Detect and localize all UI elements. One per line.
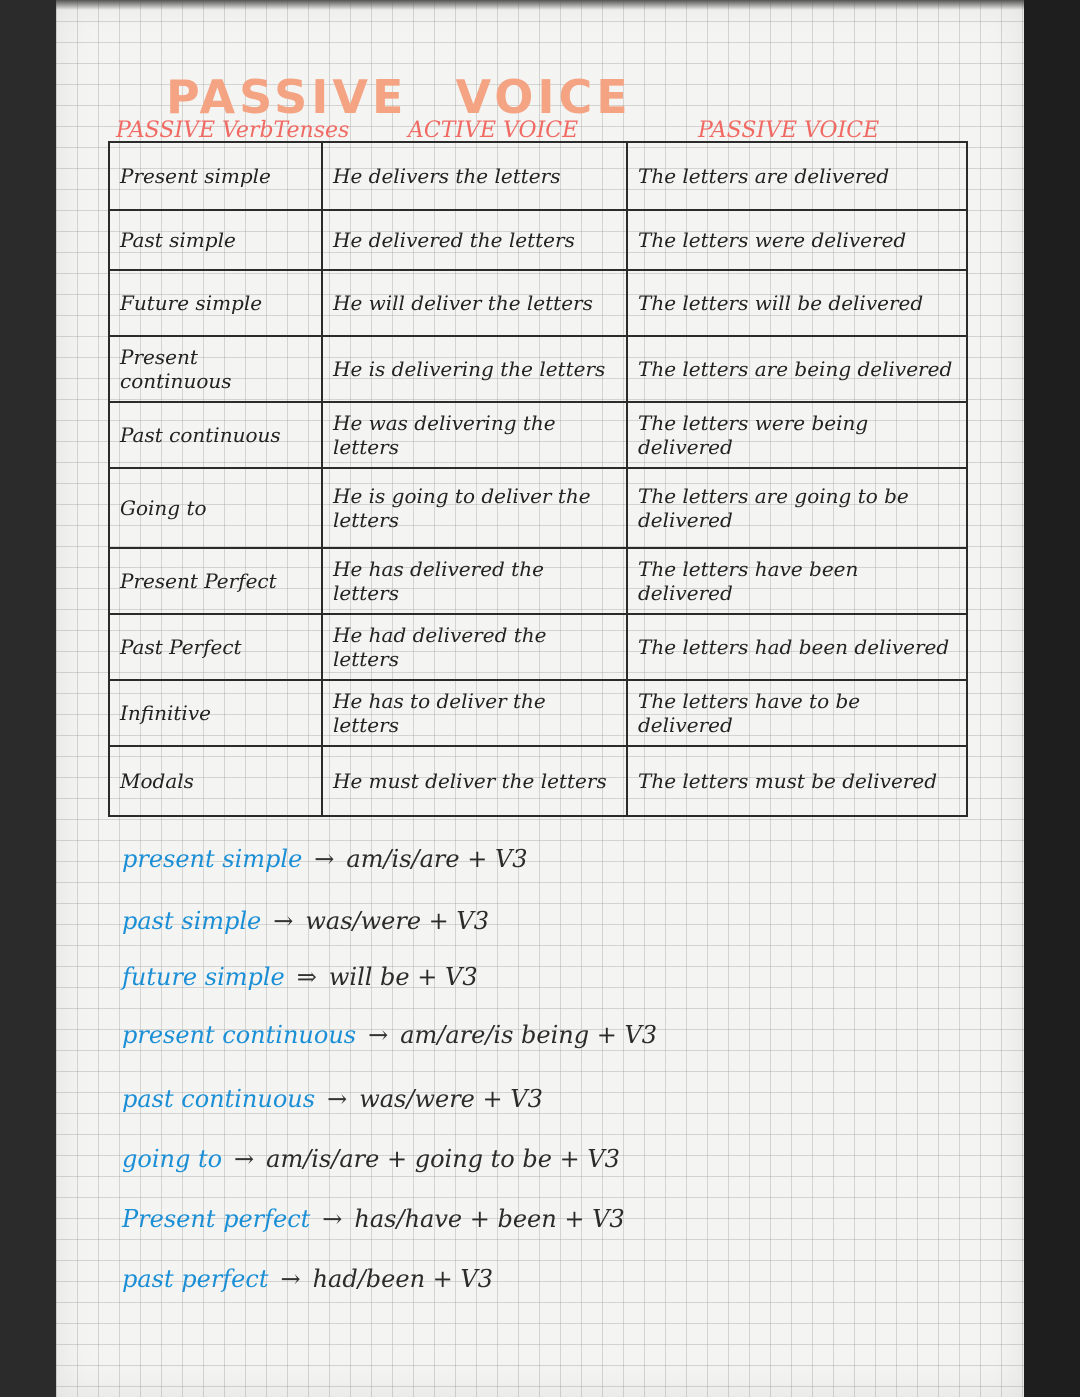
cell-active: He will deliver the letters <box>322 270 627 336</box>
table-row <box>109 336 967 402</box>
rule-arrow-icon: → <box>280 1265 301 1293</box>
header-passive-voice: PASSIVE VOICE <box>698 118 880 143</box>
rule-tense-name: going to <box>122 1145 223 1173</box>
rule-tense-name: past continuous <box>122 1085 316 1113</box>
title-word-passive: PASSIVE <box>166 70 408 124</box>
table-row <box>109 210 967 270</box>
cell-tense: Modals <box>109 746 322 816</box>
cell-tense: Present simple <box>109 142 322 210</box>
rule-line <box>122 1085 543 1113</box>
rule-formula: am/are/is being + V3 <box>400 1021 658 1049</box>
rule-arrow-icon: → <box>314 845 335 873</box>
table-row <box>109 548 967 614</box>
cell-active: He must deliver the letters <box>322 746 627 816</box>
rule-tense-name: past simple <box>122 907 262 935</box>
rule-arrow-icon: ⇒ <box>296 963 317 991</box>
title-word-voice: VOICE <box>455 70 632 124</box>
table-row <box>109 746 967 816</box>
rule-line <box>122 1021 657 1049</box>
header-tenses: PASSIVE VerbTenses <box>116 118 350 143</box>
cell-active: He has delivered the letters <box>322 548 627 614</box>
rule-line <box>122 845 528 873</box>
cell-tense: Past Perfect <box>109 614 322 680</box>
cell-active: He delivers the letters <box>322 142 627 210</box>
rule-formula: has/have + been + V3 <box>354 1205 625 1233</box>
cell-tense: Future simple <box>109 270 322 336</box>
cell-active: He is delivering the letters <box>322 336 627 402</box>
cell-passive: The letters had been delivered <box>627 614 967 680</box>
rule-line <box>122 1145 620 1173</box>
rule-tense-name: future simple <box>122 963 285 991</box>
cell-active: He delivered the letters <box>322 210 627 270</box>
table-row <box>109 142 967 210</box>
cell-passive: The letters will be delivered <box>627 270 967 336</box>
rule-arrow-icon: → <box>327 1085 348 1113</box>
rule-tense-name: Present perfect <box>122 1205 311 1233</box>
table-row <box>109 468 967 548</box>
table-row <box>109 270 967 336</box>
rule-tense-name: present simple <box>122 845 303 873</box>
page-title <box>166 70 632 124</box>
cell-passive: The letters must be delivered <box>627 746 967 816</box>
rule-arrow-icon: → <box>322 1205 343 1233</box>
rule-line <box>122 907 489 935</box>
table-row <box>109 680 967 746</box>
rule-formula: was/were + V3 <box>305 907 490 935</box>
rule-formula: am/is/are + going to be + V3 <box>266 1145 620 1173</box>
cell-active: He has to deliver the letters <box>322 680 627 746</box>
rule-line <box>122 1205 625 1233</box>
cell-active: He had delivered the letters <box>322 614 627 680</box>
rule-tense-name: past perfect <box>122 1265 269 1293</box>
rule-arrow-icon: → <box>273 907 294 935</box>
header-active-voice: ACTIVE VOICE <box>408 118 579 143</box>
rule-arrow-icon: → <box>368 1021 389 1049</box>
rule-formula: will be + V3 <box>328 963 478 991</box>
cell-tense: Present continuous <box>109 336 322 402</box>
cell-active: He was delivering the letters <box>322 402 627 468</box>
cell-passive: The letters are going to be delivered <box>627 468 967 548</box>
cell-tense: Going to <box>109 468 322 548</box>
page-top-shadow <box>56 0 1024 10</box>
cell-passive: The letters were being delivered <box>627 402 967 468</box>
rule-arrow-icon: → <box>234 1145 255 1173</box>
cell-active: He is going to deliver the letters <box>322 468 627 548</box>
cell-passive: The letters have been delivered <box>627 548 967 614</box>
cell-passive: The letters are being delivered <box>627 336 967 402</box>
cell-passive: The letters have to be delivered <box>627 680 967 746</box>
cell-tense: Past simple <box>109 210 322 270</box>
tense-table <box>108 141 968 817</box>
cell-tense: Infinitive <box>109 680 322 746</box>
cell-tense: Present Perfect <box>109 548 322 614</box>
background-edge <box>1024 0 1080 1397</box>
table-row <box>109 614 967 680</box>
cell-tense: Past continuous <box>109 402 322 468</box>
rule-formula: was/were + V3 <box>359 1085 543 1113</box>
table-row <box>109 402 967 468</box>
cell-passive: The letters are delivered <box>627 142 967 210</box>
rule-formula: had/been + V3 <box>312 1265 494 1293</box>
rule-formula: am/is/are + V3 <box>346 845 528 873</box>
tense-table-body <box>109 142 967 816</box>
rule-tense-name: present continuous <box>122 1021 357 1049</box>
cell-passive: The letters were delivered <box>627 210 967 270</box>
rule-line <box>122 1265 493 1293</box>
rule-line <box>122 963 478 991</box>
